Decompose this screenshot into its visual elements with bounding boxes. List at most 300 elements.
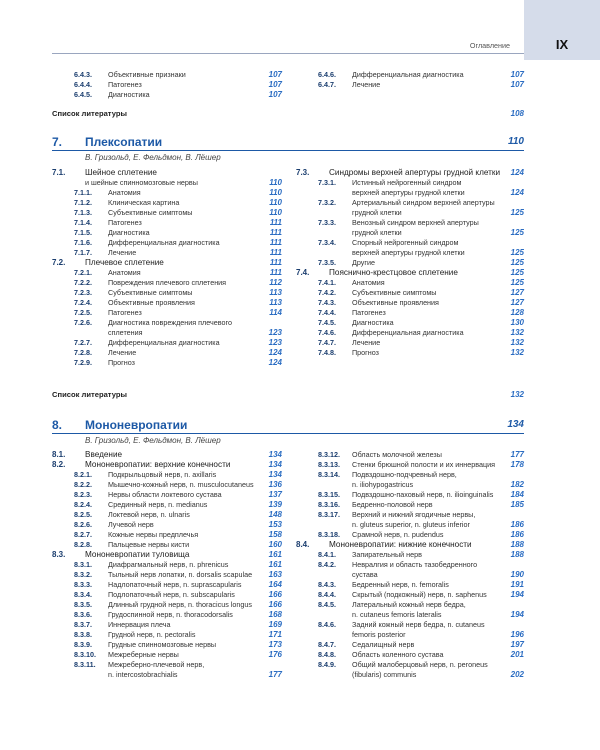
entry-page: 111	[269, 248, 282, 257]
toc-entry	[52, 208, 282, 218]
entry-title: Пояснично-крестцовое сплетение	[329, 268, 458, 277]
entry-title: Срединный нерв, n. medianus	[108, 500, 208, 509]
toc-entry	[296, 450, 524, 460]
toc-entry	[52, 228, 282, 238]
entry-number: 8.4.3.	[318, 580, 336, 589]
entry-title: Пальцевые нервы кисти	[108, 540, 190, 549]
entry-title: грудной клетки	[352, 228, 402, 237]
entry-number: 7.3.5.	[318, 258, 336, 267]
entry-title: n. gluteus superior, n. gluteus inferior	[352, 520, 470, 529]
entry-title: Бедренный нерв, n. femoralis	[352, 580, 449, 589]
entry-number: 8.4.2.	[318, 560, 336, 569]
toc-entry	[296, 590, 524, 600]
toc-entry	[296, 228, 524, 238]
entry-title: Область коленного сустава	[352, 650, 444, 659]
entry-title: Субъективные симптомы	[108, 208, 193, 217]
entry-number: 8.2.3.	[74, 490, 92, 499]
entry-title: Мононевропатии: верхние конечности	[85, 460, 231, 469]
entry-title: Иннервация плеча	[108, 620, 171, 629]
entry-title: Срамной нерв, n. pudendus	[352, 530, 444, 539]
entry-number: 7.2.4.	[74, 298, 92, 307]
entry-title: Прогноз	[108, 358, 135, 367]
entry-title: Прогноз	[352, 348, 379, 357]
toc-entry	[52, 610, 282, 620]
entry-number: 7.4.1.	[318, 278, 336, 287]
entry-number: 7.4.5.	[318, 318, 336, 327]
entry-title: Длинный грудной нерв, n. thoracicus longus	[108, 600, 252, 609]
entry-number: 7.4.4.	[318, 308, 336, 317]
entry-number: 8.3.10.	[74, 650, 96, 659]
entry-number: 8.3.2.	[74, 570, 92, 579]
entry-page: 139	[268, 500, 282, 509]
entry-title: Лечение	[352, 80, 381, 89]
toc-entry	[296, 298, 524, 308]
entry-number: 7.1.3.	[74, 208, 92, 217]
toc-entry	[52, 308, 282, 318]
chapter-rule	[52, 150, 524, 151]
toc-entry	[52, 500, 282, 510]
entry-number: 8.3.1.	[74, 560, 92, 569]
entry-page: 130	[510, 318, 524, 327]
entry-number: 8.4.7.	[318, 640, 336, 649]
toc-entry	[296, 520, 524, 530]
entry-title: femoris posterior	[352, 630, 406, 639]
toc-top-left	[52, 70, 282, 100]
toc-entry	[296, 540, 524, 550]
entry-number: 8.3.14.	[318, 470, 340, 479]
entry-number: 7.4.3.	[318, 298, 336, 307]
chapter-number: 7.	[52, 135, 63, 149]
entry-title: Мононевропатии: нижние конечности	[329, 540, 472, 549]
toc-entry	[52, 470, 282, 480]
page-number: IX	[555, 37, 569, 52]
entry-page: 112	[269, 278, 282, 287]
entry-title: Подвздошно-подчревный нерв,	[352, 470, 457, 479]
entry-number: 8.2.7.	[74, 530, 92, 539]
chapter-number: 8.	[52, 418, 63, 432]
entry-number: 8.3.3.	[74, 580, 92, 589]
entry-title: верхней апертуры грудной клетки	[352, 248, 465, 257]
entry-number: 8.4.	[296, 540, 310, 549]
toc-entry	[296, 490, 524, 500]
entry-page: 196	[510, 630, 524, 639]
entry-number: 7.1.	[52, 168, 66, 177]
header-title: Оглавление	[469, 41, 510, 50]
entry-number: 7.4.7.	[318, 338, 336, 347]
entry-title: Патогенез	[108, 218, 142, 227]
entry-title: Объективные проявления	[108, 298, 195, 307]
entry-title: сустава	[352, 570, 378, 579]
entry-title: Локтевой нерв, n. ulnaris	[108, 510, 190, 519]
entry-page: 201	[510, 650, 524, 659]
toc-entry	[296, 178, 524, 188]
toc-entry	[296, 600, 524, 610]
entry-page: 107	[268, 70, 282, 79]
chapter-page: 134	[507, 419, 524, 430]
entry-number: 6.4.3.	[74, 70, 92, 79]
entry-title: сплетения	[108, 328, 143, 337]
entry-page: 110	[269, 178, 282, 187]
entry-number: 7.1.4.	[74, 218, 92, 227]
entry-title: Задний кожный нерв бедра, n. cutaneus	[352, 620, 485, 629]
toc-top-right	[296, 70, 524, 90]
toc-ch8-left	[52, 450, 282, 680]
entry-title: Дифференциальная диагностика	[108, 238, 220, 247]
chapter-8-heading	[52, 418, 524, 448]
bibliography-label: Список литературы	[52, 390, 127, 399]
entry-title: Венозный синдром верхней апертуры	[352, 218, 479, 227]
entry-number: 6.4.7.	[318, 80, 336, 89]
entry-number: 7.4.6.	[318, 328, 336, 337]
entry-page: 107	[268, 80, 282, 89]
entry-title: Кожные нервы предплечья	[108, 530, 199, 539]
entry-page: 125	[510, 258, 524, 267]
toc-entry	[296, 318, 524, 328]
entry-number: 8.4.9.	[318, 660, 336, 669]
entry-number: 8.3.13.	[318, 460, 340, 469]
entry-title: Лечение	[108, 348, 137, 357]
entry-page: 171	[268, 630, 282, 639]
entry-number: 8.4.8.	[318, 650, 336, 659]
entry-title: Диафрагмальный нерв, n. phrenicus	[108, 560, 229, 569]
entry-page: 185	[510, 500, 524, 509]
entry-title: Дифференциальная диагностика	[352, 70, 464, 79]
toc-entry	[52, 490, 282, 500]
toc-entry	[52, 540, 282, 550]
entry-page: 177	[268, 670, 282, 679]
entry-number: 8.2.4.	[74, 500, 92, 509]
entry-title: (fibularis) communis	[352, 670, 417, 679]
toc-entry	[52, 288, 282, 298]
entry-number: 8.2.1.	[74, 470, 92, 479]
entry-page: 124	[510, 188, 524, 197]
entry-page: 125	[510, 278, 524, 287]
entry-title: Патогенез	[352, 308, 386, 317]
entry-page: 188	[510, 540, 524, 549]
toc-entry	[52, 670, 282, 680]
entry-page: 132	[510, 348, 524, 357]
entry-page: 113	[269, 298, 282, 307]
entry-number: 8.3.	[52, 550, 66, 559]
toc-entry	[52, 620, 282, 630]
toc-entry	[52, 580, 282, 590]
entry-title: Субъективные симптомы	[108, 288, 193, 297]
entry-title: Анатомия	[108, 268, 141, 277]
toc-entry	[52, 70, 282, 80]
entry-title: Седалищный нерв	[352, 640, 415, 649]
entry-title: Диагностика	[352, 318, 394, 327]
chapter-7-heading	[52, 135, 524, 165]
entry-page: 123	[268, 338, 282, 347]
running-header	[0, 38, 600, 55]
toc-ch7-right	[296, 168, 524, 358]
entry-title: Диагностика	[108, 228, 150, 237]
toc-entry	[296, 580, 524, 590]
toc-entry	[52, 338, 282, 348]
entry-page: 134	[268, 460, 282, 469]
entry-page: 163	[268, 570, 282, 579]
entry-page: 114	[269, 308, 282, 317]
toc-entry	[296, 650, 524, 660]
entry-number: 8.1.	[52, 450, 66, 459]
entry-number: 8.3.12.	[318, 450, 340, 459]
entry-page: 111	[269, 268, 282, 277]
entry-page: 184	[510, 490, 524, 499]
entry-number: 8.3.4.	[74, 590, 92, 599]
entry-page: 132	[510, 328, 524, 337]
entry-number: 8.3.11.	[74, 660, 96, 669]
entry-title: Субъективные симптомы	[352, 288, 437, 297]
entry-title: Синдромы верхней апертуры грудной клетки	[329, 168, 501, 177]
entry-page: 202	[510, 670, 524, 679]
entry-number: 7.2.5.	[74, 308, 92, 317]
entry-title: Бедренно-половой нерв	[352, 500, 433, 509]
entry-page: 124	[268, 348, 282, 357]
bibliography-page: 132	[510, 390, 524, 399]
toc-entry	[52, 278, 282, 288]
toc-entry	[296, 308, 524, 318]
toc-entry	[296, 630, 524, 640]
toc-entry	[296, 530, 524, 540]
entry-page: 164	[268, 580, 282, 589]
toc-entry	[296, 510, 524, 520]
toc-entry	[52, 198, 282, 208]
toc-entry	[296, 348, 524, 358]
entry-page: 136	[268, 480, 282, 489]
entry-number: 8.2.8.	[74, 540, 92, 549]
entry-page: 125	[510, 208, 524, 217]
entry-title: верхней апертуры грудной клетки	[352, 188, 465, 197]
entry-number: 8.3.17.	[318, 510, 340, 519]
entry-number: 8.4.1.	[318, 550, 336, 559]
entry-title: Грудоспинной нерв, n. thoracodorsalis	[108, 610, 233, 619]
entry-number: 8.2.	[52, 460, 66, 469]
entry-number: 7.4.8.	[318, 348, 336, 357]
toc-entry	[52, 600, 282, 610]
entry-title: Грудные спинномозговые нервы	[108, 640, 217, 649]
entry-page: 110	[269, 198, 282, 207]
entry-title: Невралгия и область тазобедренного	[352, 560, 478, 569]
toc-entry	[52, 328, 282, 338]
entry-title: Анатомия	[108, 188, 141, 197]
entry-page: 194	[510, 590, 524, 599]
entry-title: Артериальный синдром верхней апертуры	[352, 198, 495, 207]
entry-page: 134	[268, 450, 282, 459]
toc-entry	[52, 178, 282, 188]
entry-number: 7.1.5.	[74, 228, 92, 237]
toc-entry	[296, 208, 524, 218]
entry-title: Мышечно-кожный нерв, n. musculocutaneus	[108, 480, 254, 489]
entry-page: 127	[510, 298, 524, 307]
entry-number: 6.4.5.	[74, 90, 92, 99]
entry-number: 7.3.4.	[318, 238, 336, 247]
entry-page: 113	[269, 288, 282, 297]
entry-number: 8.2.6.	[74, 520, 92, 529]
toc-entry	[52, 460, 282, 470]
toc-entry	[296, 188, 524, 198]
toc-entry	[52, 650, 282, 660]
entry-page: 110	[269, 188, 282, 197]
toc-entry	[52, 570, 282, 580]
entry-page: 166	[268, 590, 282, 599]
toc-entry	[296, 560, 524, 570]
entry-page: 190	[510, 570, 524, 579]
toc-entry	[52, 168, 282, 178]
entry-number: 7.1.1.	[74, 188, 92, 197]
entry-number: 8.3.6.	[74, 610, 92, 619]
entry-page: 177	[510, 450, 524, 459]
toc-entry	[296, 238, 524, 248]
toc-entry	[296, 288, 524, 298]
toc-ch8-right	[296, 450, 524, 680]
entry-number: 7.3.1.	[318, 178, 336, 187]
toc-entry	[52, 238, 282, 248]
entry-number: 7.1.7.	[74, 248, 92, 257]
toc-entry	[52, 80, 282, 90]
entry-page: 182	[510, 480, 524, 489]
entry-number: 8.4.5.	[318, 600, 336, 609]
entry-page: 107	[510, 70, 524, 79]
entry-title: Нервы области локтевого сустава	[108, 490, 222, 499]
entry-page: 153	[268, 520, 282, 529]
entry-number: 8.4.6.	[318, 620, 336, 629]
entry-title: n. iliohypogastricus	[352, 480, 414, 489]
toc-entry	[296, 218, 524, 228]
entry-page: 173	[268, 640, 282, 649]
toc-entry	[52, 480, 282, 490]
entry-number: 8.3.18.	[318, 530, 340, 539]
entry-title: Повреждения плечевого сплетения	[108, 278, 227, 287]
entry-page: 161	[268, 550, 282, 559]
entry-title: Диагностика повреждения плечевого	[108, 318, 232, 327]
entry-page: 111	[269, 238, 282, 247]
toc-entry	[296, 470, 524, 480]
entry-number: 8.3.5.	[74, 600, 92, 609]
entry-title: Стенки брюшной полости и их иннервация	[352, 460, 495, 469]
toc-entry	[52, 90, 282, 100]
entry-title: Другие	[352, 258, 376, 267]
entry-title: Лучевой нерв	[108, 520, 154, 529]
entry-page: 134	[268, 470, 282, 479]
header-rule	[52, 53, 524, 54]
chapter-rule	[52, 433, 524, 434]
toc-entry	[52, 510, 282, 520]
entry-page: 161	[268, 560, 282, 569]
entry-number: 7.4.	[296, 268, 310, 277]
toc-entry	[52, 560, 282, 570]
entry-title: Патогенез	[108, 80, 142, 89]
toc-entry	[52, 530, 282, 540]
toc-entry	[52, 520, 282, 530]
toc-entry	[296, 610, 524, 620]
entry-title: Подлопаточный нерв, n. subscapularis	[108, 590, 235, 599]
toc-entry	[296, 268, 524, 278]
entry-title: Грудной нерв, n. pectoralis	[108, 630, 196, 639]
entry-title: Подвздошно-паховый нерв, n. ilioinguinalis	[352, 490, 494, 499]
entry-title: n. intercostobrachialis	[108, 670, 178, 679]
entry-title: n. cutaneus femoris lateralis	[352, 610, 442, 619]
entry-number: 7.3.2.	[318, 198, 336, 207]
entry-number: 7.2.9.	[74, 358, 92, 367]
entry-title: Общий малоберцовый нерв, n. peroneus	[352, 660, 488, 669]
entry-page: 188	[510, 550, 524, 559]
toc-entry	[296, 70, 524, 80]
entry-number: 8.4.4.	[318, 590, 336, 599]
toc-entry	[52, 550, 282, 560]
toc-entry	[296, 500, 524, 510]
entry-title: Лечение	[108, 248, 137, 257]
entry-page: 107	[268, 90, 282, 99]
toc-entry	[52, 640, 282, 650]
entry-number: 7.1.6.	[74, 238, 92, 247]
toc-entry	[296, 338, 524, 348]
toc-entry	[296, 198, 524, 208]
toc-entry	[52, 348, 282, 358]
entry-page: 186	[510, 530, 524, 539]
entry-title: Диагностика	[108, 90, 150, 99]
entry-title: Введение	[85, 450, 123, 459]
toc-ch7-left	[52, 168, 282, 368]
toc-entry	[296, 640, 524, 650]
entry-number: 7.2.1.	[74, 268, 92, 277]
toc-entry	[52, 318, 282, 328]
entry-page: 148	[268, 510, 282, 519]
entry-page: 166	[268, 600, 282, 609]
entry-title: грудной клетки	[352, 208, 402, 217]
entry-number: 8.3.8.	[74, 630, 92, 639]
entry-page: 111	[269, 228, 282, 237]
entry-page: 178	[510, 460, 524, 469]
entry-title: Верхний и нижний ягодичные нервы,	[352, 510, 476, 519]
bibliography-page: 108	[510, 109, 524, 118]
toc-entry	[296, 80, 524, 90]
entry-number: 8.2.2.	[74, 480, 92, 489]
entry-title: Тыльный нерв лопатки, n. dorsalis scapulae	[108, 570, 253, 579]
entry-title: Истинный нейрогенный синдром	[352, 178, 462, 187]
entry-number: 7.2.6.	[74, 318, 92, 327]
bibliography-label: Список литературы	[52, 109, 127, 118]
toc-entry	[52, 358, 282, 368]
entry-page: 137	[268, 490, 282, 499]
chapter-authors: В. Гризольд, Е. Фельдмон, В. Лёшер	[85, 436, 221, 445]
entry-page: 158	[268, 530, 282, 539]
toc-entry	[52, 298, 282, 308]
chapter-title: Мононевропатии	[85, 418, 188, 432]
toc-entry	[296, 460, 524, 470]
entry-title: Объективные проявления	[352, 298, 439, 307]
entry-title: Плечевое сплетение	[85, 258, 164, 267]
entry-number: 7.3.3.	[318, 218, 336, 227]
entry-title: Запирательный нерв	[352, 550, 422, 559]
entry-number: 7.2.7.	[74, 338, 92, 347]
toc-entry	[52, 188, 282, 198]
toc-entry	[296, 550, 524, 560]
entry-title: Патогенез	[108, 308, 142, 317]
toc-entry	[296, 570, 524, 580]
chapter-authors: В. Гризольд, Е. Фельдмон, В. Лёшер	[85, 153, 221, 162]
toc-entry	[296, 660, 524, 670]
chapter-title: Плексопатии	[85, 135, 163, 149]
entry-number: 8.3.16.	[318, 500, 340, 509]
entry-page: 111	[269, 218, 282, 227]
entry-title: и шейные спинномозговые нервы	[85, 178, 198, 187]
entry-title: Подкрыльцовый нерв, n. axillaris	[108, 470, 217, 479]
toc-entry	[296, 168, 524, 178]
entry-title: Лечение	[352, 338, 381, 347]
entry-number: 7.2.3.	[74, 288, 92, 297]
entry-title: Спорный нейрогенный синдром	[352, 238, 459, 247]
entry-title: Клиническая картина	[108, 198, 180, 207]
